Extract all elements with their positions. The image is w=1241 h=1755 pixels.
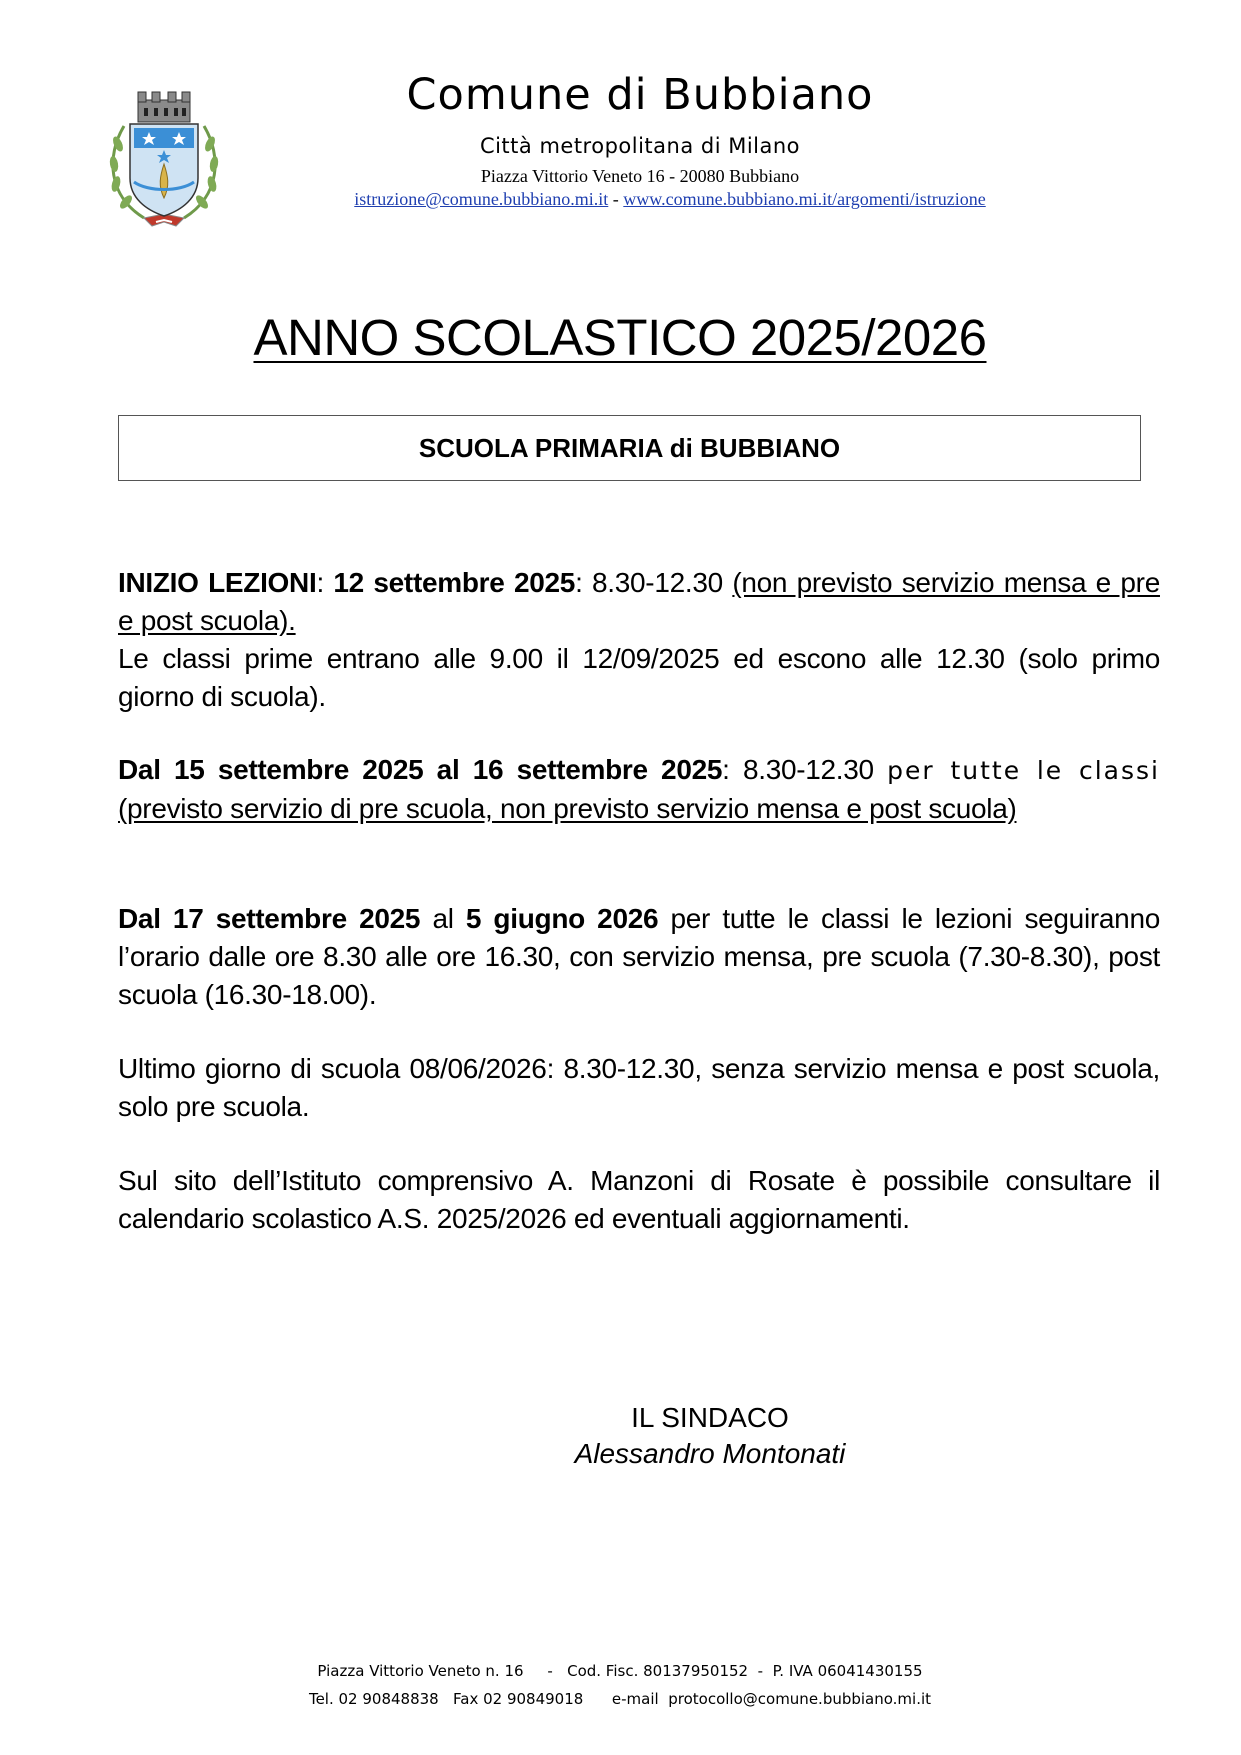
paragraph-calendar-info: Sul sito dell’Istituto comprensivo A. Manzoni di Rosate è possibile consultare il calendario scolastico A.S. 2025/2026 ed eventuali aggiornamenti. xyxy=(118,1165,1160,1234)
email-link[interactable]: istruzione@comune.bubbiano.mi.it xyxy=(354,189,609,209)
signature-name: Alessandro Montonati xyxy=(574,1438,846,1469)
header-links xyxy=(250,189,1090,210)
municipal-crest-icon xyxy=(104,86,224,232)
start-note: (non previsto servizio mensa e pre e post scuola). xyxy=(118,567,1160,636)
first-week-note: (previsto servizio di pre scuola, non previsto servizio mensa e post scuola) xyxy=(118,793,1017,824)
school-box xyxy=(118,415,1141,481)
school-name: SCUOLA PRIMARIA di BUBBIANO xyxy=(418,432,841,463)
paragraph-start-lessons xyxy=(118,564,1160,716)
document-title: ANNO SCOLASTICO 2025/2026 xyxy=(253,309,987,366)
first-week-range: Dal 15 settembre 2025 al 16 settembre 2025 xyxy=(118,754,723,785)
footer-address: Piazza Vittorio Veneto n. 16 - Cod. Fisc. 80137950152 - P. IVA 06041430155 xyxy=(317,1662,923,1680)
paragraph-last-day: Ultimo giorno di scuola 08/06/2026: 8.30-12.30, senza servizio mensa e post scuola, solo pre scuola. xyxy=(118,1053,1160,1122)
start-date: 12 settembre 2025 xyxy=(333,567,576,598)
start-hours: 8.30-12.30 xyxy=(592,567,733,598)
municipality-title: Comune di Bubbiano xyxy=(406,70,874,120)
regular-to: 5 giugno 2026 xyxy=(465,903,659,934)
first-week-classes: per tutte le classi xyxy=(887,756,1160,785)
signature-role: IL SINDACO xyxy=(631,1402,789,1433)
municipality-address: Piazza Vittorio Veneto 16 - 20080 Bubbiano xyxy=(480,166,800,186)
municipality-subtitle: Città metropolitana di Milano xyxy=(479,134,801,158)
link-separator: - xyxy=(608,189,624,209)
separator: : xyxy=(316,567,334,598)
paragraph-regular-schedule xyxy=(118,900,1160,1014)
footer-contacts: Tel. 02 90848838 Fax 02 90849018 e-mail protocollo@comune.bubbiano.mi.it xyxy=(308,1690,932,1708)
first-week-hours: 8.30-12.30 xyxy=(742,754,888,785)
website-link[interactable]: www.comune.bubbiano.mi.it/argomenti/istruzione xyxy=(623,189,986,209)
separator: : xyxy=(575,567,592,598)
regular-text: per tutte le classi le lezioni seguiranno l’orario dalle ore 8.30 alle ore 16.30, con servizio mensa, pre scuola (7.30-8.30), post scuola (16.30-18.00). xyxy=(118,903,1160,1010)
paragraph-first-week xyxy=(118,751,1160,828)
separator: al xyxy=(420,903,466,934)
regular-from: Dal 17 settembre 2025 xyxy=(118,903,421,934)
start-label: INIZIO LEZIONI xyxy=(118,567,317,598)
separator: : xyxy=(722,754,743,785)
first-classes-note: Le classi prime entrano alle 9.00 il 12/09/2025 ed escono alle 12.30 (solo primo giorno di scuola). xyxy=(118,643,1160,712)
